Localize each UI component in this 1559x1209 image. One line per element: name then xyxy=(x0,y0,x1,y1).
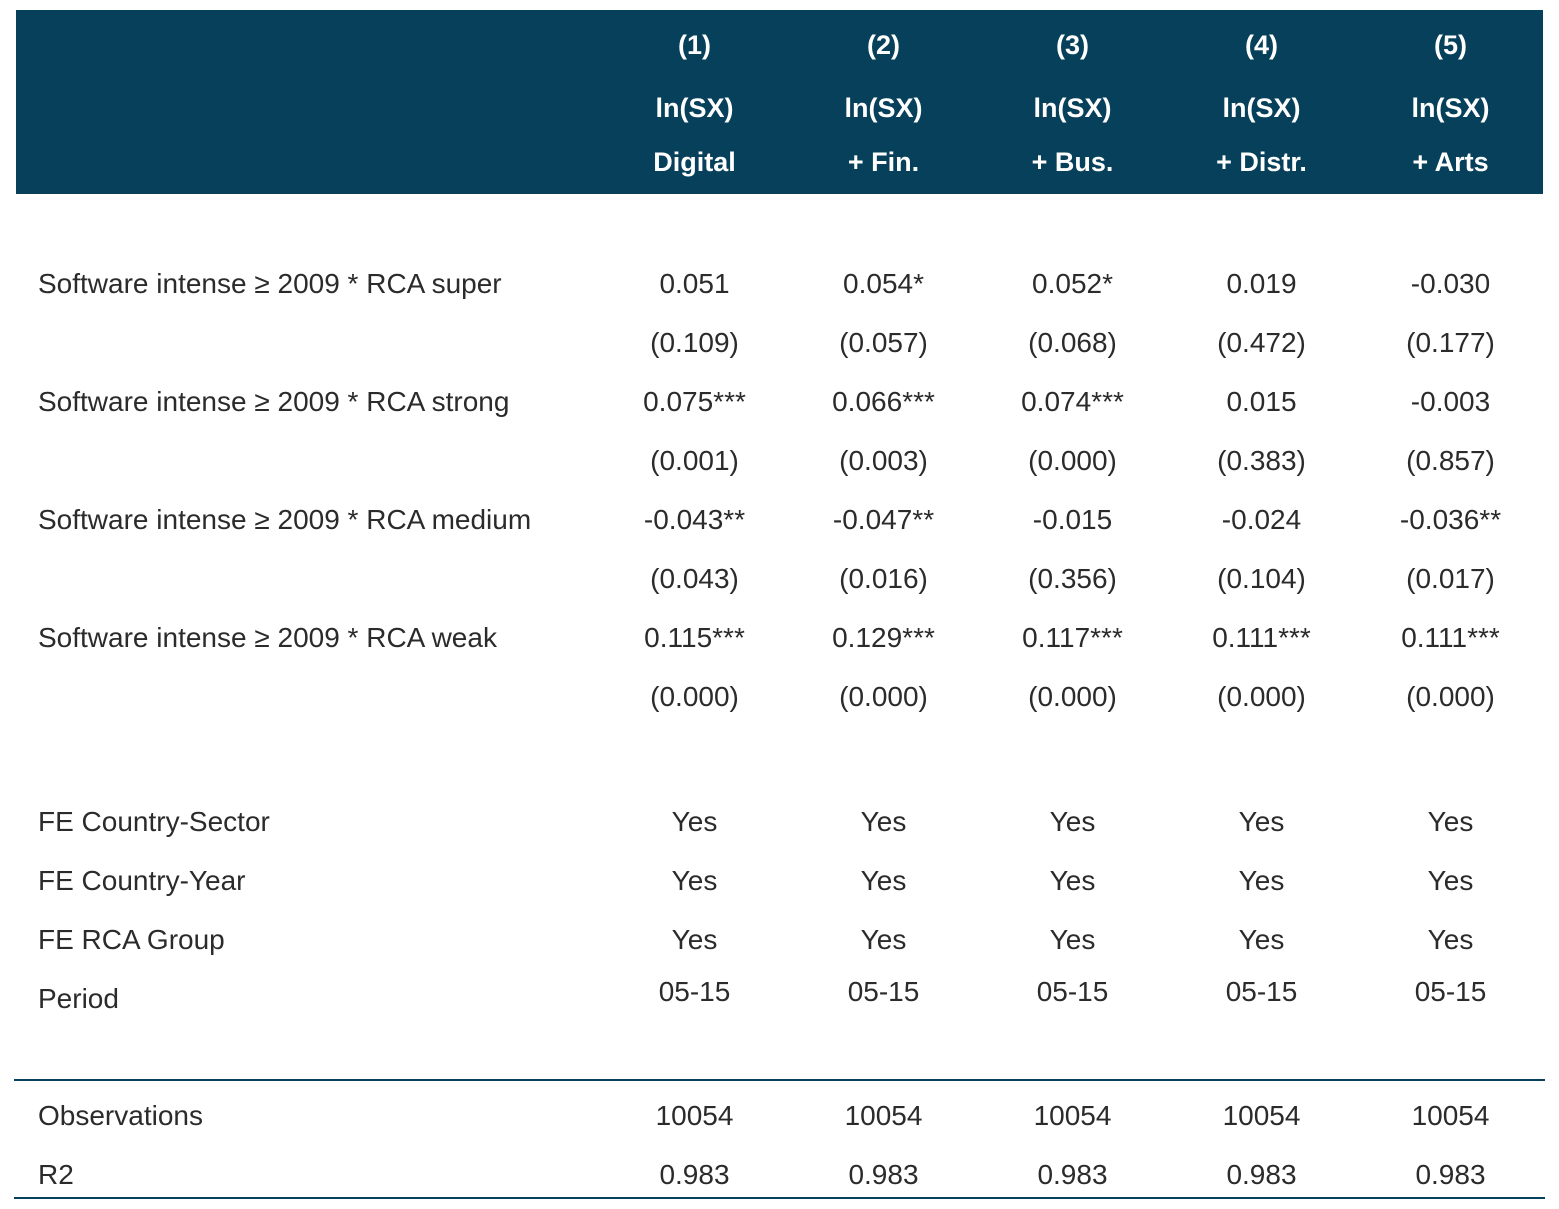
column-number: (5) xyxy=(1434,30,1467,60)
coefficient-row-rca-medium xyxy=(0,504,1559,544)
estimate-cell: -0.043** xyxy=(643,504,746,535)
estimate-cell: -0.036** xyxy=(1399,504,1502,535)
estimate-cell: 0.015 xyxy=(1226,386,1297,417)
estimate-cell: 0.111*** xyxy=(1212,622,1311,653)
stat-cell: 10054 xyxy=(1411,1100,1490,1131)
estimate-cell: 0.075*** xyxy=(643,386,746,417)
pvalue-cell: (0.109) xyxy=(650,327,739,358)
control-row-fe-country-sector xyxy=(0,806,1559,846)
control-cell: Yes xyxy=(1049,865,1096,896)
control-cell: 05-15 xyxy=(1414,976,1487,1007)
row-label: FE Country-Sector xyxy=(38,806,270,837)
estimate-cell: -0.030 xyxy=(1410,268,1491,299)
pvalue-row-rca-medium xyxy=(0,563,1559,603)
estimate-cell: 0.111*** xyxy=(1401,622,1500,653)
estimate-cell: 0.115*** xyxy=(644,622,745,653)
row-label: FE Country-Year xyxy=(38,865,246,896)
estimate-cell: 0.052* xyxy=(1032,268,1113,299)
estimate-cell: 0.129*** xyxy=(832,622,935,653)
column-number: (1) xyxy=(678,30,711,60)
column-dependent-variable: ln(SX) xyxy=(1033,93,1112,123)
pvalue-cell: (0.016) xyxy=(839,563,928,594)
pvalue-cell: (0.001) xyxy=(650,445,739,476)
column-specification: + Arts xyxy=(1412,147,1489,177)
pvalue-cell: (0.068) xyxy=(1028,327,1117,358)
column-specification: + Fin. xyxy=(847,147,920,177)
control-cell: Yes xyxy=(671,806,718,837)
stat-cell: 10054 xyxy=(1222,1100,1301,1131)
column-specification: + Distr. xyxy=(1216,147,1307,177)
pvalue-cell: (0.177) xyxy=(1406,327,1495,358)
pvalue-row-rca-weak xyxy=(0,681,1559,721)
pvalue-cell: (0.000) xyxy=(1028,445,1117,476)
stats-top-rule xyxy=(14,1079,1545,1081)
stat-cell: 0.983 xyxy=(1226,1159,1297,1190)
pvalue-cell: (0.057) xyxy=(839,327,928,358)
stat-cell: 10054 xyxy=(655,1100,734,1131)
stat-cell: 0.983 xyxy=(1415,1159,1486,1190)
column-number: (4) xyxy=(1245,30,1278,60)
column-dependent-variable: ln(SX) xyxy=(1411,93,1490,123)
row-label: Software intense ≥ 2009 * RCA super xyxy=(38,268,502,299)
control-row-period xyxy=(0,976,1559,1023)
row-label: Software intense ≥ 2009 * RCA weak xyxy=(38,622,497,653)
control-cell: Yes xyxy=(860,865,907,896)
column-dependent-variable: ln(SX) xyxy=(844,93,923,123)
pvalue-cell: (0.000) xyxy=(1406,681,1495,712)
estimate-cell: 0.051 xyxy=(659,268,730,299)
table-bottom-rule xyxy=(14,1197,1545,1199)
control-cell: Yes xyxy=(1238,806,1285,837)
stat-cell: 10054 xyxy=(1033,1100,1112,1131)
control-row-fe-country-year xyxy=(0,865,1559,905)
pvalue-cell: (0.000) xyxy=(650,681,739,712)
control-row-fe-rca-group xyxy=(0,924,1559,964)
estimate-cell: -0.024 xyxy=(1221,504,1302,535)
estimate-cell: -0.015 xyxy=(1032,504,1113,535)
column-specification: + Bus. xyxy=(1031,147,1114,177)
coefficient-row-rca-weak xyxy=(0,622,1559,662)
column-number: (2) xyxy=(867,30,900,60)
control-cell: Yes xyxy=(1238,924,1285,955)
control-cell: Yes xyxy=(1427,924,1474,955)
pvalue-row-rca-super xyxy=(0,327,1559,367)
pvalue-row-rca-strong xyxy=(0,445,1559,485)
control-cell: Yes xyxy=(1049,806,1096,837)
estimate-cell: -0.047** xyxy=(832,504,935,535)
row-label: Software intense ≥ 2009 * RCA medium xyxy=(38,504,532,535)
pvalue-cell: (0.000) xyxy=(1217,681,1306,712)
pvalue-cell: (0.472) xyxy=(1217,327,1306,358)
stats-row-r2 xyxy=(0,1159,1559,1199)
control-cell: Yes xyxy=(860,924,907,955)
pvalue-cell: (0.043) xyxy=(650,563,739,594)
control-cell: 05-15 xyxy=(847,976,920,1007)
control-cell: 05-15 xyxy=(658,976,731,1007)
row-label: Observations xyxy=(38,1100,203,1131)
stat-cell: 0.983 xyxy=(848,1159,919,1190)
control-cell: Yes xyxy=(860,806,907,837)
control-cell: Yes xyxy=(1427,865,1474,896)
stat-cell: 0.983 xyxy=(1037,1159,1108,1190)
pvalue-cell: (0.003) xyxy=(839,445,928,476)
pvalue-cell: (0.000) xyxy=(839,681,928,712)
control-cell: 05-15 xyxy=(1036,976,1109,1007)
control-cell: Yes xyxy=(1049,924,1096,955)
estimate-cell: 0.019 xyxy=(1226,268,1297,299)
stats-row-observations xyxy=(0,1100,1559,1140)
control-cell: Yes xyxy=(1427,806,1474,837)
row-label: Software intense ≥ 2009 * RCA strong xyxy=(38,386,510,417)
row-label: Period xyxy=(38,983,119,1014)
column-dependent-variable: ln(SX) xyxy=(655,93,734,123)
pvalue-cell: (0.857) xyxy=(1406,445,1495,476)
column-number: (3) xyxy=(1056,30,1089,60)
stat-cell: 10054 xyxy=(844,1100,923,1131)
coefficient-row-rca-strong xyxy=(0,386,1559,426)
pvalue-cell: (0.356) xyxy=(1028,563,1117,594)
estimate-cell: 0.117*** xyxy=(1022,622,1123,653)
pvalue-cell: (0.104) xyxy=(1217,563,1306,594)
pvalue-cell: (0.383) xyxy=(1217,445,1306,476)
estimate-cell: 0.054* xyxy=(843,268,924,299)
control-cell: Yes xyxy=(671,865,718,896)
control-cell: Yes xyxy=(671,924,718,955)
estimate-cell: 0.066*** xyxy=(832,386,935,417)
estimate-cell: -0.003 xyxy=(1410,386,1491,417)
pvalue-cell: (0.000) xyxy=(1028,681,1117,712)
control-cell: Yes xyxy=(1238,865,1285,896)
coefficient-row-rca-super xyxy=(0,268,1559,308)
estimate-cell: 0.074*** xyxy=(1021,386,1124,417)
column-specification: Digital xyxy=(653,147,736,177)
stat-cell: 0.983 xyxy=(659,1159,730,1190)
control-cell: 05-15 xyxy=(1225,976,1298,1007)
pvalue-cell: (0.017) xyxy=(1406,563,1495,594)
row-label: R2 xyxy=(38,1159,74,1190)
column-dependent-variable: ln(SX) xyxy=(1222,93,1301,123)
row-label: FE RCA Group xyxy=(38,924,225,955)
